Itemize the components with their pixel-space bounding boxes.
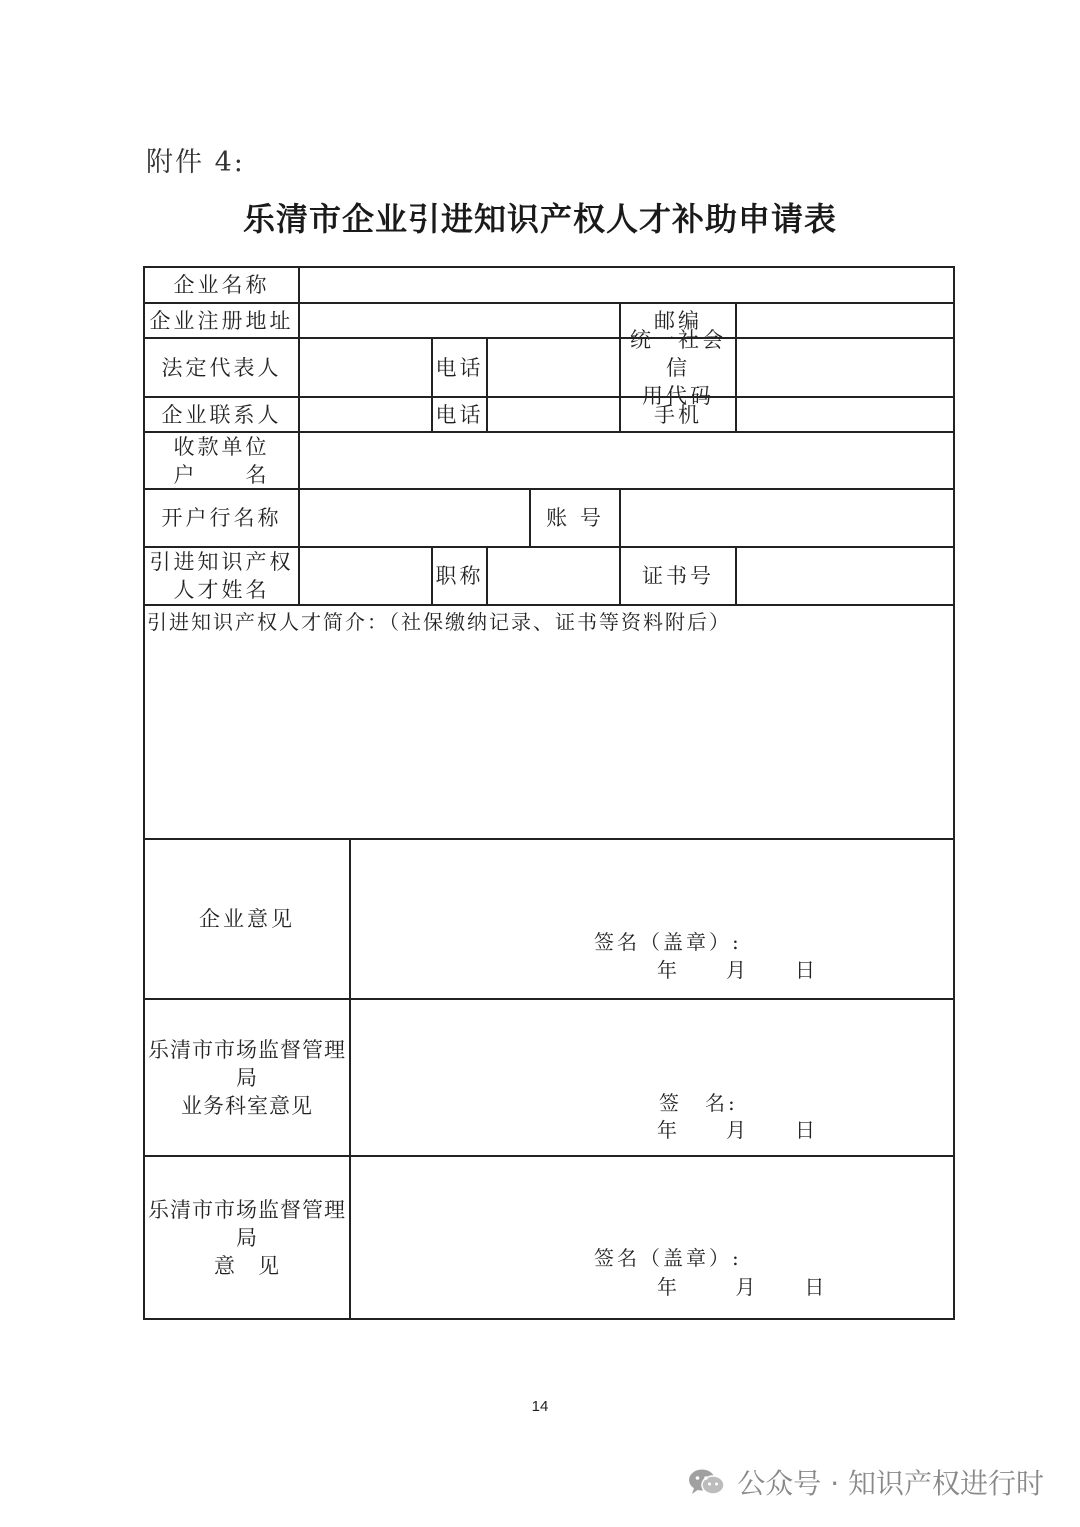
attachment-label: 附件 4: (146, 147, 245, 178)
talent-intro-field[interactable] (145, 640, 953, 838)
legal-rep-field[interactable] (300, 339, 431, 396)
page-number: 14 (531, 1398, 549, 1415)
job-title-label: 职称 (435, 564, 484, 588)
registered-address-field[interactable] (300, 304, 619, 337)
account-label: 账 号 (546, 506, 604, 530)
credit-code-field[interactable] (737, 339, 953, 396)
company-name-label: 企业名称 (173, 273, 270, 297)
payee-field[interactable] (300, 433, 953, 488)
mobile-field[interactable] (737, 398, 953, 431)
payee-label-line1: 收款单位 (173, 434, 270, 459)
credit-code-label-line1: 统一社会信 (630, 327, 726, 380)
phone-label: 电话 (435, 355, 484, 380)
company-opinion-field[interactable] (351, 840, 953, 998)
dept-opinion-label-line1: 乐清市市场监督管理局 (148, 1037, 346, 1090)
table-rule (953, 266, 955, 1320)
talent-intro-label: 引进知识产权人才简介：（社保缴纳记录、证书等资料附后） (147, 610, 731, 634)
company-signature-label: 签名（盖章）: (594, 930, 742, 954)
watermark (687, 1462, 1044, 1502)
dept-opinion-field[interactable] (351, 1000, 953, 1155)
contact-label: 企业联系人 (161, 402, 282, 427)
mobile-label: 手机 (654, 402, 702, 427)
registered-address-label: 企业注册地址 (149, 308, 294, 333)
talent-name-label-line2: 人才姓名 (173, 578, 270, 602)
payee-label-line2: 户 名 (173, 462, 270, 487)
bank-name-label: 开户行名称 (161, 506, 282, 530)
cert-no-field[interactable] (737, 548, 953, 604)
phone-field[interactable] (488, 339, 619, 396)
contact-phone-field[interactable] (488, 398, 619, 431)
table-rule (143, 1318, 955, 1320)
company-opinion-label: 企业意见 (199, 907, 295, 931)
account-field[interactable] (621, 490, 953, 546)
wechat-icon (687, 1467, 727, 1497)
contact-phone-label: 电话 (435, 402, 484, 427)
bureau-opinion-label-line1: 乐清市市场监督管理局 (148, 1197, 346, 1250)
company-date-label: 年 月 日 (657, 958, 818, 982)
watermark-text: 公众号 · 知识产权进行时 (737, 1467, 1044, 1500)
company-name-field[interactable] (300, 268, 953, 302)
cert-no-label: 证书号 (642, 564, 714, 588)
bureau-date-label: 年 月 日 (657, 1275, 828, 1299)
bureau-opinion-label (145, 1157, 349, 1318)
credit-code-label-line2: 用代码 (642, 383, 714, 408)
bureau-opinion-field[interactable] (351, 1157, 953, 1318)
bureau-opinion-label-line2: 意 见 (214, 1253, 280, 1278)
dept-opinion-label (145, 1000, 349, 1155)
talent-name-field[interactable] (300, 548, 431, 604)
bank-name-field[interactable] (300, 490, 529, 546)
credit-code-label (621, 327, 735, 408)
bureau-signature-label: 签名（盖章）: (594, 1246, 742, 1270)
talent-name-label-line1: 引进知识产权 (149, 550, 294, 574)
postcode-field[interactable] (737, 304, 953, 337)
dept-opinion-label-line2: 业务科室意见 (181, 1093, 313, 1118)
legal-rep-label: 法定代表人 (161, 355, 282, 380)
dept-signature-label: 签 名: (659, 1091, 738, 1115)
postcode-label: 邮编 (654, 308, 702, 333)
payee-label (145, 433, 298, 488)
page-title: 乐清市企业引进知识产权人才补助申请表 (242, 200, 837, 238)
job-title-field[interactable] (488, 548, 619, 604)
talent-name-label (145, 548, 298, 604)
contact-field[interactable] (300, 398, 431, 431)
dept-date-label: 年 月 日 (657, 1118, 818, 1142)
